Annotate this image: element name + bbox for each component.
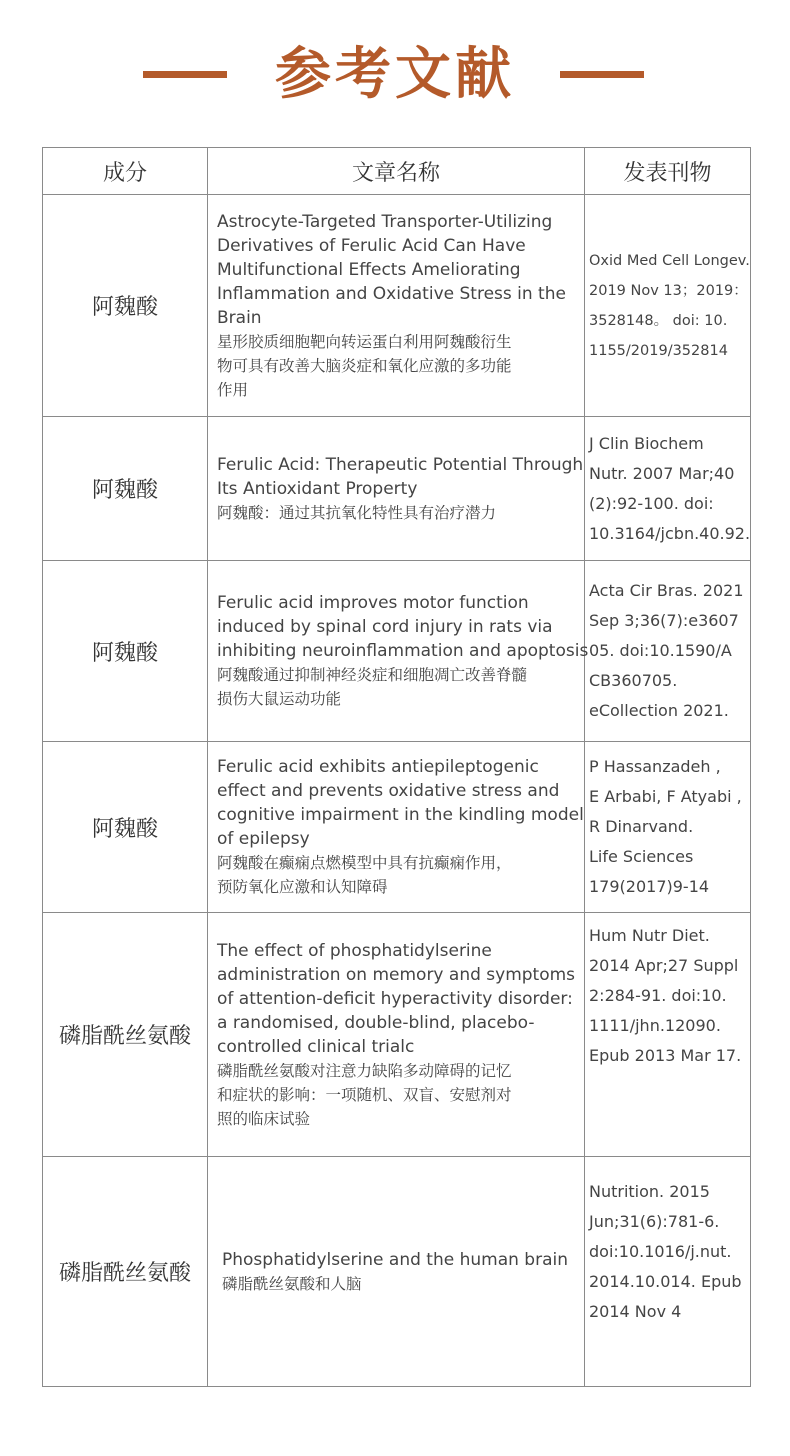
table-row [43,561,751,742]
article-zh-line: 预防氧化应激和认知障碍 [217,878,388,896]
journal-line: 10.3164/jcbn.40.92. [589,523,751,543]
article-en-line: Ferulic acid exhibits antiepileptogenic [217,757,539,777]
table-row [43,195,751,417]
table-row [43,1157,751,1387]
journal-line: (2):92-100. doi: [589,493,714,513]
article-en-line: cognitive impairment in the kindling model [217,805,584,825]
journal-line: Nutr. 2007 Mar;40 [589,463,735,483]
journal-line: E Arbabi, F Atyabi , [589,787,742,806]
title-banner [0,40,790,110]
ingredient-cell: 阿魏酸 [43,561,208,742]
article-zh-line: 损伤大鼠运动功能 [217,690,342,708]
header-ingredient: 成分 [43,148,208,195]
journal-line: 2:284-91. doi:10. [589,986,727,1005]
ingredient-cell: 阿魏酸 [43,742,208,913]
table-header-row [43,148,751,195]
table-row [43,417,751,561]
article-en-line: Ferulic acid improves motor function [217,593,529,613]
article-en-line: of attention-deficit hyperactivity disorder: [217,988,573,1009]
article-zh-line: 磷脂酰丝氨酸对注意力缺陷多动障碍的记忆 [217,1061,512,1080]
journal-line: CB360705. [589,671,678,690]
header-article: 文章名称 [208,148,585,195]
journal-line: 3528148。 doi: 10. [589,312,728,329]
journal-line: Jun;31(6):781-6. [589,1212,720,1231]
journal-line: Nutrition. 2015 [589,1182,710,1201]
ingredient-cell: 磷脂酰丝氨酸 [43,1157,208,1387]
article-zh-line: 和症状的影响：一项随机、双盲、安慰剂对 [217,1085,512,1104]
journal-line: Oxid Med Cell Longev. [589,252,750,269]
article-en-line: Multifunctional Effects Ameliorating [217,259,521,280]
ingredient-cell: 磷脂酰丝氨酸 [43,913,208,1157]
article-cell [208,742,585,913]
article-zh-line: 照的临床试验 [217,1109,311,1128]
article-zh-line: 物可具有改善大脑炎症和氧化应激的多功能 [217,356,512,375]
journal-line: Acta Cir Bras. 2021 [589,581,744,600]
ingredient-cell: 阿魏酸 [43,195,208,417]
journal-line: J Clin Biochem [589,433,704,453]
article-zh-line: 阿魏酸通过抑制神经炎症和细胞凋亡改善脊髓 [217,666,528,684]
journal-line: eCollection 2021. [589,701,729,720]
title-left-rule [143,71,227,78]
article-en-line: a randomised, double-blind, placebo- [217,1012,535,1033]
article-en-line: Inflammation and Oxidative Stress in the [217,283,566,304]
journal-line: 179(2017)9-14 [589,877,710,896]
article-en-line: administration on memory and symptoms [217,964,576,985]
journal-cell [585,742,751,913]
journal-line: Life Sciences [589,847,694,866]
article-zh-line: 阿魏酸在癫痫点燃模型中具有抗癫痫作用， [217,854,512,872]
article-en-line: induced by spinal cord injury in rats via [217,617,553,637]
journal-line: 2019 Nov 13；2019： [589,282,748,299]
ingredient-cell: 阿魏酸 [43,417,208,561]
article-cell [208,1157,585,1387]
table-row [43,913,751,1157]
title-right-rule [560,71,644,78]
article-en-line: Derivatives of Ferulic Acid Can Have [217,235,526,256]
article-zh-line: 星形胶质细胞靶向转运蛋白利用阿魏酸衍生 [217,332,512,351]
journal-cell [585,913,751,1157]
article-en-line: The effect of phosphatidylserine [217,940,492,961]
article-en-line: Astrocyte-Targeted Transporter-Utilizing [217,211,553,232]
article-zh-line: 作用 [217,380,249,399]
journal-line: 2014 Nov 4 [589,1302,682,1321]
page-title: 参考文献 [275,42,515,107]
journal-line: Hum Nutr Diet. [589,926,710,945]
article-zh-line: 阿魏酸：通过其抗氧化特性具有治疗潜力 [217,503,497,522]
journal-line: 2014.10.014. Epub [589,1272,742,1291]
article-en-line: Its Antioxidant Property [217,478,418,499]
article-en-line: effect and prevents oxidative stress and [217,781,560,801]
article-zh-line: 磷脂酰丝氨酸和人脑 [222,1274,362,1293]
journal-line: R Dinarvand. [589,817,694,836]
article-cell [208,561,589,742]
article-en-line: Phosphatidylserine and the human brain [222,1249,568,1270]
journal-cell [585,1157,751,1387]
article-cell [208,913,585,1157]
journal-line: 2014 Apr;27 Suppl [589,956,739,975]
article-en-line: inhibiting neuroinflammation and apoptosis [217,641,589,661]
article-cell [208,195,585,417]
journal-line: Epub 2013 Mar 17. [589,1046,742,1065]
journal-line: 1155/2019/352814 [589,342,728,359]
header-journal: 发表刊物 [585,148,751,195]
article-en-line: Brain [217,307,262,328]
article-en-line: of epilepsy [217,829,310,849]
journal-line: 05. doi:10.1590/A [589,641,732,660]
journal-line: doi:10.1016/j.nut. [589,1242,732,1261]
journal-cell [585,195,751,417]
article-en-line: controlled clinical trialc [217,1036,415,1057]
table-row [43,742,751,913]
journal-line: P Hassanzadeh , [589,757,721,776]
journal-line: 1111/jhn.12090. [589,1016,721,1035]
journal-line: Sep 3;36(7):e3607 [589,611,739,630]
journal-cell [585,561,751,742]
journal-cell [585,417,751,561]
article-en-line: Ferulic Acid: Therapeutic Potential Through [217,454,584,475]
article-cell [208,417,585,561]
references-table [42,147,751,1387]
